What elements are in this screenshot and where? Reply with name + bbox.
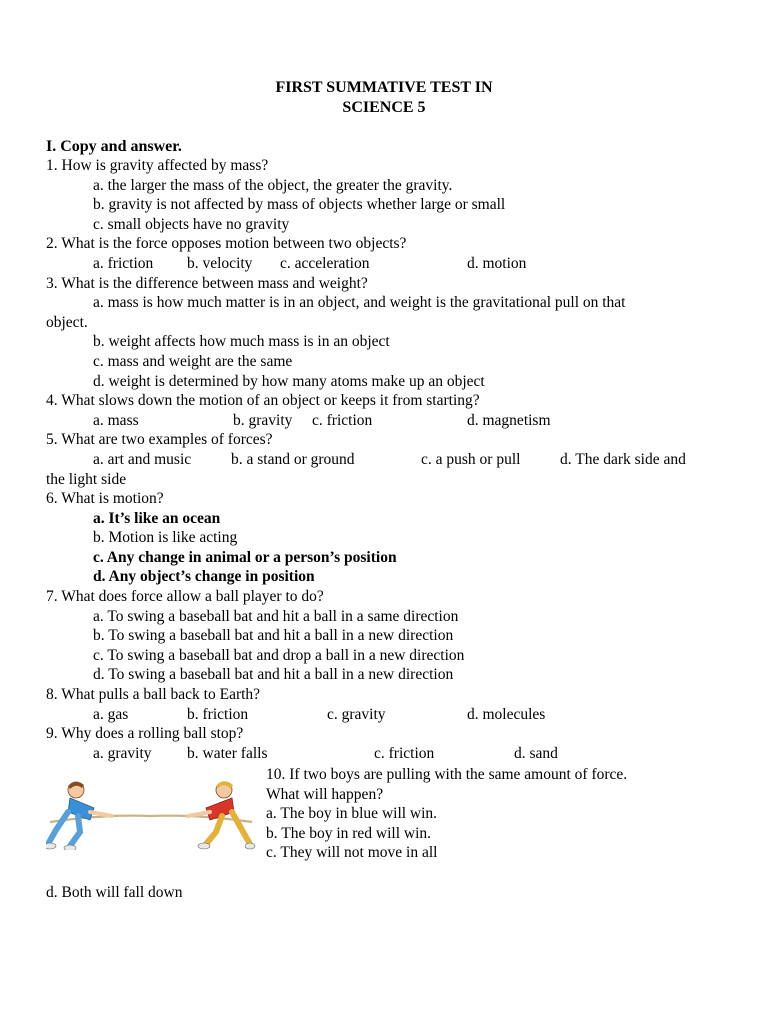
q2-option-c: c. acceleration	[280, 254, 370, 272]
question-9: 9. Why does a rolling ball stop?	[46, 725, 244, 743]
q9-option-d: d. sand	[514, 744, 558, 762]
q6-option-b: b. Motion is like acting	[93, 529, 238, 547]
q1-option-c: c. small objects have no gravity	[93, 215, 290, 233]
question-10-cont: What will happen?	[266, 785, 384, 803]
question-6: 6. What is motion?	[46, 490, 164, 508]
questions	[46, 156, 726, 763]
q6-option-a: a. It’s like an ocean	[93, 509, 221, 527]
q10-option-a: a. The boy in blue will win.	[266, 805, 438, 823]
q2-option-a: a. friction	[93, 254, 154, 272]
q7-option-a: a. To swing a baseball bat and hit a ball in a same direction	[93, 607, 459, 625]
q8-option-d: d. molecules	[467, 705, 546, 723]
q7-option-d: d. To swing a baseball bat and hit a ball in a new direction	[93, 666, 454, 684]
q3-option-d: d. weight is determined by how many atoms make up an object	[93, 372, 485, 390]
q8-option-a: a. gas	[93, 705, 129, 723]
q3-option-b: b. weight affects how much mass is in an object	[93, 333, 390, 351]
question-5: 5. What are two examples of forces?	[46, 431, 273, 449]
question-3: 3. What is the difference between mass and weight?	[46, 274, 368, 292]
question-8: 8. What pulls a ball back to Earth?	[46, 686, 261, 704]
section-heading: I. Copy and answer.	[46, 138, 182, 155]
q8-option-b: b. friction	[187, 705, 249, 723]
q9-options	[46, 744, 726, 764]
question-10: 10. If two boys are pulling with the same amount of force.	[266, 766, 628, 783]
q5-options	[46, 450, 726, 470]
q10-option-b: b. The boy in red will win.	[266, 824, 432, 842]
q2-options	[46, 254, 726, 274]
q8-option-c: c. gravity	[327, 705, 386, 723]
question-2: 2. What is the force opposes motion between two objects?	[46, 235, 407, 253]
q6-option-c: c. Any change in animal or a person’s position	[93, 548, 397, 566]
q5-option-d-cont: the light side	[46, 470, 127, 488]
tug-of-war-illustration	[46, 778, 256, 850]
q7-option-c: c. To swing a baseball bat and drop a ball in a new direction	[93, 646, 465, 664]
q2-option-d: d. motion	[467, 254, 527, 272]
q4-option-d: d. magnetism	[467, 411, 551, 429]
q7-option-b: b. To swing a baseball bat and hit a ball in a new direction	[93, 627, 454, 645]
q5-option-c: c. a push or pull	[421, 450, 521, 468]
boy-in-red	[188, 781, 255, 849]
q2-option-b: b. velocity	[187, 254, 253, 272]
q4-option-a: a. mass	[93, 411, 139, 429]
q8-options	[46, 705, 726, 725]
q3-option-a: a. mass is how much matter is in an object, and weight is the gravitational pull on that	[93, 294, 626, 312]
q1-option-a: a. the larger the mass of the object, the greater the gravity.	[93, 176, 453, 194]
q9-option-b: b. water falls	[187, 744, 268, 762]
q5-option-d: d. The dark side and	[560, 450, 686, 468]
q6-option-d: d. Any object’s change in position	[93, 568, 315, 586]
q5-option-b: b. a stand or ground	[231, 450, 355, 468]
q10-option-c: c. They will not move in all	[266, 844, 438, 862]
title-line-1: FIRST SUMMATIVE TEST IN	[275, 79, 493, 96]
q3-option-a-cont: object.	[46, 313, 88, 331]
q9-option-a: a. gravity	[93, 744, 152, 762]
q1-option-b: b. gravity is not affected by mass of objects whether large or small	[93, 196, 506, 214]
q9-option-c: c. friction	[374, 744, 435, 762]
question-10-block	[266, 765, 627, 863]
title-line-2: SCIENCE 5	[342, 99, 426, 116]
q10-option-d: d. Both will fall down	[46, 884, 183, 901]
q4-option-c: c. friction	[312, 411, 373, 429]
q4-option-b: b. gravity	[233, 411, 293, 429]
q5-option-a: a. art and music	[93, 450, 192, 468]
q4-options	[46, 411, 726, 431]
boy-in-blue	[46, 782, 112, 850]
question-7: 7. What does force allow a ball player to do?	[46, 588, 324, 606]
q3-option-c: c. mass and weight are the same	[93, 352, 293, 370]
question-1: 1. How is gravity affected by mass?	[46, 157, 269, 174]
question-4: 4. What slows down the motion of an object or keeps it from starting?	[46, 392, 480, 410]
